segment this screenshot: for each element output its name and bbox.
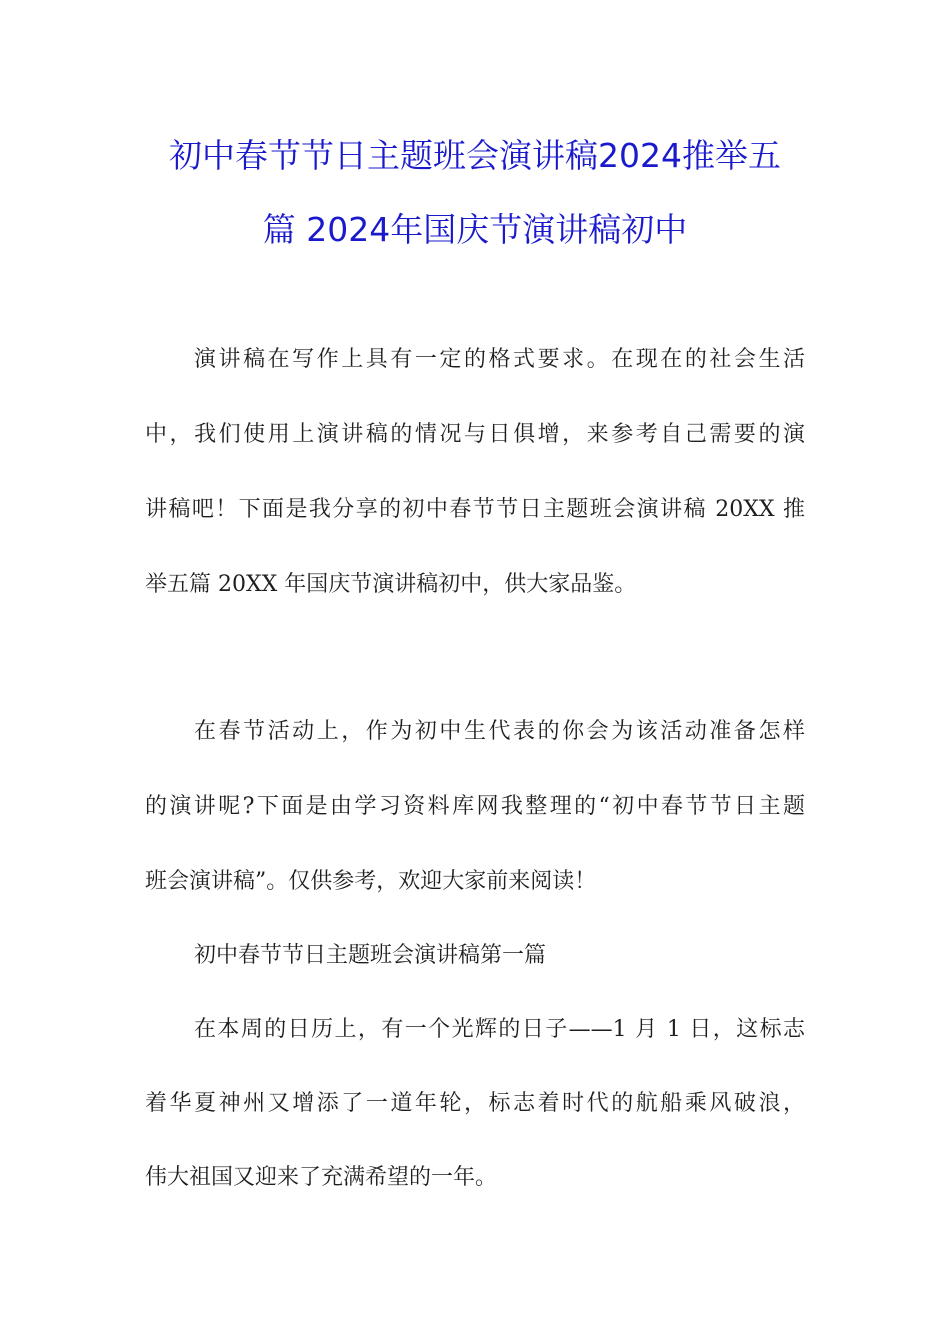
paragraph-1-line-1: 演讲稿在写作上具有一定的格式要求。在现在的社会生活 — [194, 347, 805, 372]
paragraph-1-line-3: 讲稿吧！下面是我分享的初中春节节日主题班会演讲稿 20XX 推 — [145, 497, 805, 522]
paragraph-2-line-2: 的演讲呢?下面是由学习资料库网我整理的“初中春节节日主题 — [145, 794, 805, 819]
paragraph-4-line-2: 着华夏神州又增添了一道年轮，标志着时代的航船乘风破浪， — [145, 1091, 805, 1116]
paragraph-2-line-1: 在春节活动上，作为初中生代表的你会为该活动准备怎样 — [194, 719, 805, 744]
paragraph-4-line-1: 在本周的日历上，有一个光辉的日子——1 月 1 日，这标志 — [194, 1017, 805, 1042]
paragraph-2-line-3: 班会演讲稿”。仅供参考，欢迎大家前来阅读！ — [145, 869, 597, 894]
document-title-line-1: 初中春节节日主题班会演讲稿2024推举五 — [169, 136, 781, 175]
paragraph-1-line-2: 中，我们使用上演讲稿的情况与日俱增，来参考自己需要的演 — [145, 422, 805, 447]
paragraph-1-line-4: 举五篇 20XX 年国庆节演讲稿初中，供大家品鉴。 — [145, 572, 637, 597]
document-title-line-2: 篇 2024年国庆节演讲稿初中 — [262, 210, 688, 249]
paragraph-4-line-3: 伟大祖国又迎来了充满希望的一年。 — [145, 1165, 498, 1190]
section-heading-first: 初中春节节日主题班会演讲稿第一篇 — [194, 943, 547, 968]
